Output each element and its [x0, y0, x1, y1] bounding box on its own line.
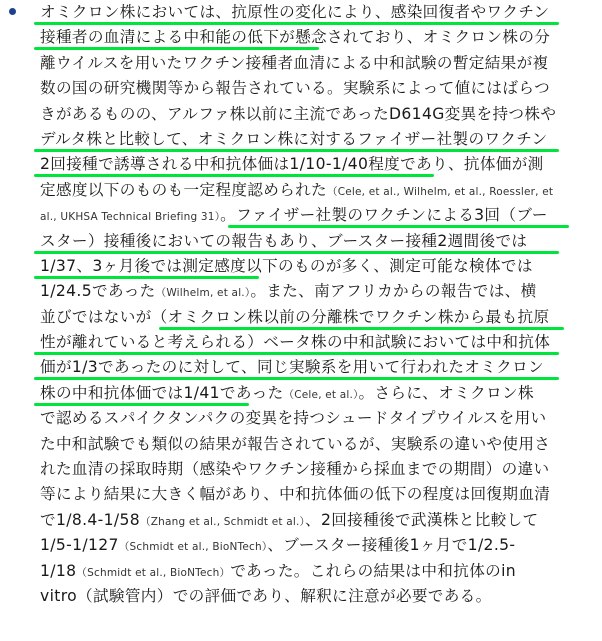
- line-text: 離ウイルスを用いたワクチン接種者血清による中和試験の暫定結果が複: [40, 53, 549, 72]
- text-line: [40, 127, 600, 152]
- line-text: た中和試験でも類似の結果が報告されているが、実験系の違いや使用さ: [40, 434, 551, 453]
- line-text: 定感度以下のものも一定程度認められた: [40, 180, 327, 199]
- line-text: オミクロン株においては、抗原性の変化により、感染回復者やワクチン: [40, 3, 550, 21]
- text-line: [40, 330, 600, 355]
- line-text: きがあるものの、アルファ株以前に主流であったD614G変異を持つ株や: [40, 104, 557, 123]
- line-text: デルタ株と比較して、オミクロン株に対するファイザー社製のワクチン: [40, 129, 548, 148]
- citation: （Cele, et al., Wilhelm, et al., Roessler, et: [327, 185, 554, 198]
- line-text: れた血清の採取時期（感染やワクチン接種から採血までの期間）の違い: [40, 460, 550, 479]
- citation: （Zhang et al., Schmidt et al.）: [140, 515, 305, 528]
- text-line: [40, 102, 600, 127]
- text-line: [40, 533, 600, 558]
- text-line: [40, 355, 600, 380]
- line-text: 性が離れていると考えられる）ベータ株の中和試験においては中和抗体: [40, 333, 551, 352]
- line-text: 。また、南アフリカからの報告では、横: [250, 282, 537, 301]
- citation: （Wilhelm, et al.）: [155, 287, 251, 300]
- line-text: 接種者の血清による中和能の低下が懸念されており、オミクロン株の分: [40, 28, 551, 47]
- text-line: [40, 152, 600, 177]
- line-text: 1/24.5であった: [40, 282, 156, 301]
- text-line: [40, 203, 600, 228]
- text-line: [40, 482, 600, 507]
- line-text: 。ファイザー社製のワクチンによる3回（ブー: [220, 206, 548, 225]
- citation: （Schmidt et al., BioNTech）: [76, 566, 231, 579]
- text-line: [40, 0, 600, 25]
- line-text: vitro（試験管内）での評価であり、解釈に注意が必要である。: [40, 586, 492, 605]
- line-text: 数の国の研究機関等から報告されている。実験系によって値にはばらつ: [40, 79, 551, 98]
- line-text: 1/37、3ヶ月後では測定感度以下のものが多く、測定可能な検体では: [40, 256, 533, 275]
- text-line: [40, 76, 600, 101]
- line-text: スター）接種後においての報告もあり、ブースター接種2週間後では: [40, 231, 528, 250]
- citation: al., UKHSA Technical Briefing 31）: [40, 211, 221, 224]
- line-text: で1/8.4-1/58: [40, 510, 141, 529]
- text-line: [40, 381, 600, 406]
- line-text: 価が1/3であったのに対して、同じ実験系を用いて行われたオミクロン: [40, 358, 544, 377]
- line-text: 1/18: [40, 561, 77, 580]
- text-line: [40, 305, 600, 330]
- list-bullet: [9, 8, 16, 15]
- text-line: [40, 457, 600, 482]
- text-line: [40, 254, 600, 279]
- line-text: 、2回接種後で武漢株と比較して: [305, 510, 539, 529]
- text-line: [40, 229, 600, 254]
- citation: （Schmidt et al., BioNTech）: [118, 541, 268, 554]
- text-line: [40, 178, 600, 203]
- line-text: 並びではないが（オミクロン株以前の分離株でワクチン株から最も抗原: [40, 307, 550, 326]
- text-line: [40, 584, 600, 609]
- text-line: [40, 559, 600, 584]
- line-text: 、ブースター接種後1ヶ月で1/2.5-: [267, 536, 516, 555]
- citation: （Cele, et al.）: [283, 388, 359, 401]
- line-text: で認めるスパイクタンパクの変異を持つシュードタイプウイルスを用い: [40, 409, 547, 428]
- text-line: [40, 432, 600, 457]
- text-line: [40, 406, 600, 431]
- line-text: 2回接種で誘導される中和抗体価は1/10-1/40程度であり、抗体価が測: [40, 155, 544, 174]
- line-text: 株の中和抗体価では1/41であった: [40, 383, 284, 402]
- text-line: [40, 51, 600, 76]
- omicron-paragraph: [40, 0, 600, 609]
- line-text: 。さらに、オミクロン株: [358, 383, 534, 402]
- line-text: 等により結果に大きく幅があり、中和抗体価の低下の程度は回復期血清: [40, 485, 551, 504]
- text-line: [40, 25, 600, 50]
- line-text: であった。これらの結果は中和抗体のin: [230, 561, 516, 580]
- text-line: [40, 279, 600, 304]
- text-line: [40, 508, 600, 533]
- line-text: 1/5-1/127: [40, 536, 119, 555]
